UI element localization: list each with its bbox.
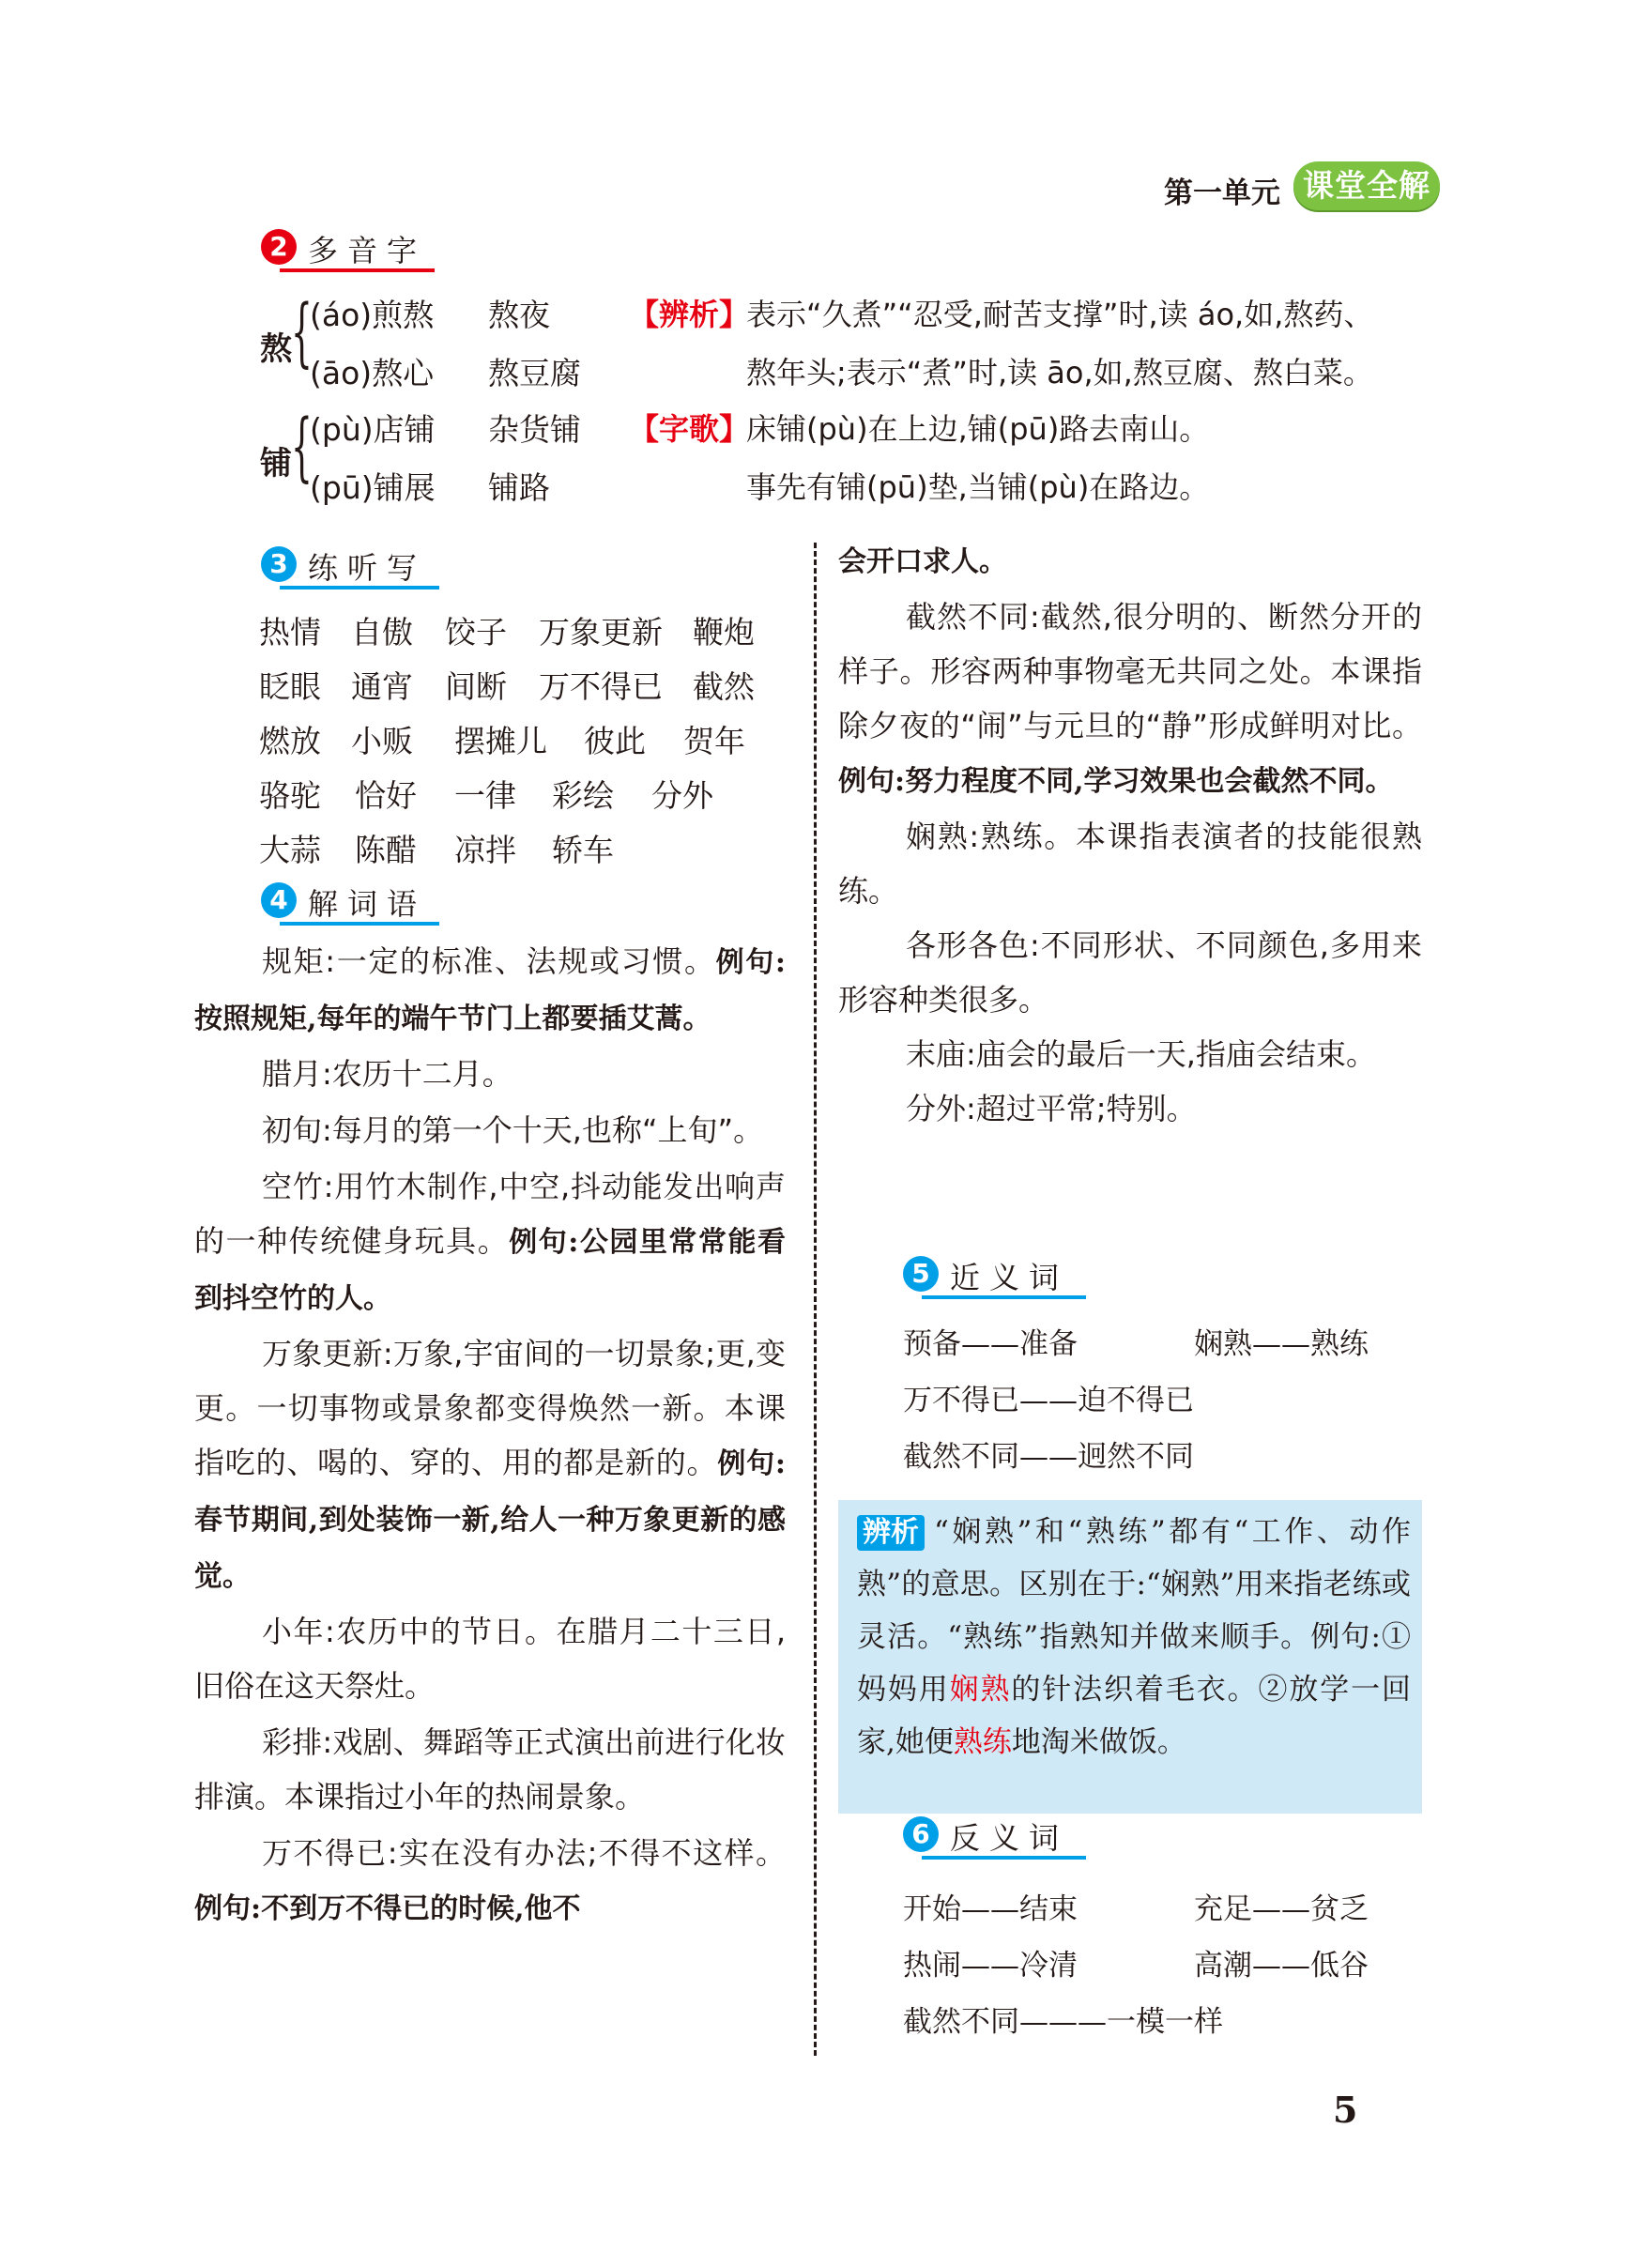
section-title: 近义词 [950,1260,1069,1295]
polyphone-char: 熬 [260,330,292,368]
reading-line: (pù)店铺 [310,411,436,448]
left-column [194,934,786,1937]
page-number: 5 [1333,2089,1358,2131]
synonym-pair: 预备——准备 [903,1327,1078,1361]
dictation-word: 一律 [454,777,516,814]
dictation-word: 热情 [259,614,321,651]
dictation-row [259,608,785,651]
analysis-note-text: 辨析 “娴熟”和“熟练”都有“工作、动作熟”的意思。区别在于:“娴熟”用来指老练或灵活。“熟练”指熟知并做来顺手。例句:①妈妈用娴熟的针法织着毛衣。②放学一回家,她便熟练地淘米做饭。 [857,1515,1412,1759]
section-underline [280,268,435,272]
definition-paragraph: 空竹:用竹木制作,中空,抖动能发出响声的一种传统健身玩具。例句:公园里常常能看到抖空竹的人。 [194,1169,786,1315]
dictation-word: 通宵 [351,668,413,705]
dictation-word: 骆驼 [259,777,321,814]
synonym-pair: 截然不同——迥然不同 [903,1440,1194,1474]
explain-tag: 【辨析】 [629,297,750,332]
definition-paragraph: 初旬:每月的第一个十天,也称“上旬”。 [262,1112,764,1148]
definition-paragraph: 娴熟:熟练。本课指表演者的技能很熟练。 [838,819,1422,909]
section-number: 4 [261,882,297,918]
section-title: 反义词 [950,1820,1069,1856]
reading-line: (pū)铺展 [310,469,436,506]
dictation-word: 饺子 [445,614,507,651]
section-number: 5 [903,1256,939,1292]
section-heading-antonyms [903,1815,1086,1856]
dictation-word: 眨眼 [259,668,321,705]
antonym-pair: 高潮——低谷 [1194,1949,1369,1983]
dictation-word: 彩绘 [552,777,614,814]
section-heading-synonyms [903,1254,1086,1295]
definition-paragraph: 万象更新:万象,宇宙间的一切景象;更,变更。一切事物或景象都变得焕然一新。本课指吃的、喝的、穿的、用的都是新的。例句:春节期间,到处装饰一新,给人一种万象更新的感觉。 [194,1336,786,1593]
column-divider [814,543,817,2056]
dictation-row [259,826,785,868]
definition-paragraph: 截然不同:截然,很分明的、断然分开的样子。形容两种事物毫无共同之处。本课指除夕夜的“闹”与元旦的“静”形成鲜明对比。例句:努力程度不同,学习效果也会截然不同。 [838,599,1422,798]
section-heading-vocab [261,880,439,922]
reading-word: 铺路 [488,469,550,506]
dictation-row [259,772,785,814]
unit-label: 第一单元 [1164,176,1280,210]
section-underline [280,586,439,590]
dictation-word: 摆摊儿 [454,723,547,759]
definition-paragraph: 小年:农历中的节日。在腊月二十三日,旧俗在这天祭灶。 [194,1614,786,1704]
dictation-word: 恰好 [355,777,417,814]
antonym-pair: 充足——贫乏 [1194,1892,1369,1926]
synonym-pair: 娴熟——熟练 [1194,1327,1369,1361]
highlight-word: 熟练 [953,1725,1012,1759]
dictation-word: 截然 [693,668,755,705]
dictation-word: 自傲 [351,614,413,651]
dictation-word: 贺年 [683,723,745,759]
explain-line: 表示“久煮”“忍受,耐苦支撑”时,读 áo,如,熬药、 [746,297,1374,332]
song-line: 床铺(pù)在上边,铺(pū)路去南山。 [746,411,1210,447]
dictation-word: 间断 [445,668,507,705]
definition-paragraph: 会开口求人。 [838,545,1007,578]
antonym-pair: 截然不同———一模一样 [903,2005,1223,2039]
explain-line: 熬年头;表示“煮”时,读 āo,如,熬豆腐、熬白菜。 [746,355,1373,390]
dictation-row [259,717,785,759]
dictation-word: 燃放 [259,723,321,759]
dictation-word: 陈醋 [355,832,417,868]
section-badge: 课堂全解 [1293,161,1440,210]
definition-paragraph: 彩排:戏剧、舞蹈等正式演出前进行化妆排演。本课指过小年的热闹景象。 [194,1724,786,1815]
brace-icon: { [291,288,313,375]
section-number: 2 [261,229,297,265]
synonym-pair: 万不得已——迫不得已 [903,1384,1194,1417]
highlight-word: 娴熟 [949,1673,1012,1707]
analysis-tag: 辨析 [857,1515,925,1551]
reading-line: (áo)煎熬 [310,297,435,333]
definition-paragraph: 规矩:一定的标准、法规或习惯。例句:按照规矩,每年的端午节门上都要插艾蒿。 [194,943,786,1035]
section-title: 解词语 [308,886,427,922]
antonym-pair: 热闹——冷清 [903,1949,1078,1983]
dictation-word: 万不得已 [539,668,663,705]
dictation-word: 大蒜 [259,832,321,868]
section-heading-polyphone [261,227,435,268]
brace-icon: { [291,403,313,490]
reading-word: 熬夜 [488,297,550,333]
section-number: 3 [261,546,297,582]
dictation-word: 小贩 [351,723,413,759]
polyphone-char: 铺 [260,445,292,482]
dictation-word: 万象更新 [539,614,663,651]
dictation-word: 凉拌 [454,832,516,868]
antonym-pair: 开始——结束 [903,1892,1078,1926]
reading-word: 杂货铺 [488,411,581,448]
definition-paragraph: 各形各色:不同形状、不同颜色,多用来形容种类很多。 [838,927,1422,1018]
dictation-word: 彼此 [584,723,646,759]
song-line: 事先有铺(pū)垫,当铺(pù)在路边。 [746,469,1210,505]
reading-word: 熬豆腐 [488,355,581,391]
definition-paragraph: 万不得已:实在没有办法;不得不这样。例句:不到万不得已的时候,他不 [194,1835,786,1925]
section-heading-dictation [261,544,439,586]
definition-paragraph: 腊月:农历十二月。 [262,1056,512,1092]
section-underline [280,922,439,926]
definition-paragraph: 分外:超过平常;特别。 [906,1091,1197,1126]
section-title: 练听写 [308,550,427,586]
right-column [838,533,1422,1136]
section-underline [922,1856,1086,1860]
definition-paragraph: 末庙:庙会的最后一天,指庙会结束。 [906,1036,1376,1072]
reading-line: (āo)熬心 [310,355,435,391]
section-number: 6 [903,1816,939,1852]
dictation-word: 分外 [651,777,713,814]
dictation-word: 鞭炮 [693,614,755,651]
section-underline [922,1295,1086,1299]
dictation-row [259,663,785,705]
section-title: 多音字 [308,233,427,268]
dictation-word: 轿车 [552,832,614,868]
song-tag: 【字歌】 [629,411,750,447]
